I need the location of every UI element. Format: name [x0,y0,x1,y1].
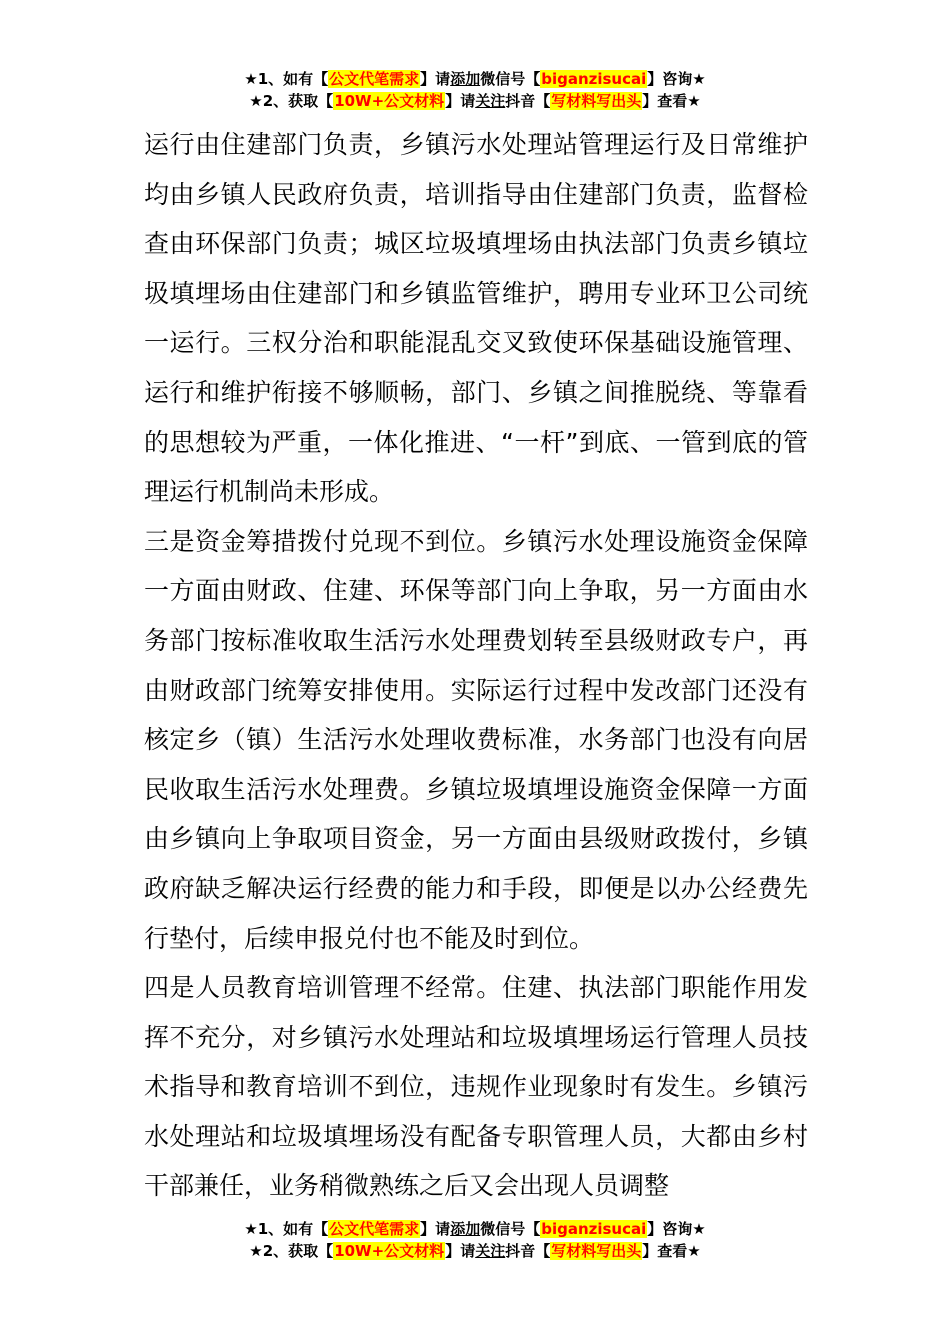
promo-text: 】请 [445,92,476,110]
promo-line-1 [0,68,950,90]
promo-text: 】请 [420,70,451,88]
highlight-text: 公文代笔需求 [329,1220,420,1238]
paragraph: 四是人员教育培训管理不经常。住建、执法部门职能作用发挥不充分，对乡镇污水处理站和垃圾填埋场运行管理人员技术指导和教育培训不到位，违规作业现象时有发生。乡镇污水处理站和垃圾填埋场没有配备专职管理人员，大都由乡村干部兼任，业务稍微熟练之后又会出现人员调整 [144,973,808,1201]
promo-text: 】请 [445,1242,476,1260]
highlight-text: 10W+公文材料 [334,92,445,110]
highlight-text: 公文代笔需求 [329,70,420,88]
promo-text: 】咨询★ [647,1220,706,1238]
promo-text: 微信号【 [480,70,541,88]
promo-text: ★2、获取【 [249,92,334,110]
highlight-text: 10W+公文材料 [334,1242,445,1260]
paragraph: 运行由住建部门负责，乡镇污水处理站管理运行及日常维护均由乡镇人民政府负责，培训指导由住建部门负责，监督检查由环保部门负责；城区垃圾填埋场由执法部门负责乡镇垃圾填埋场由住建部门和乡镇监管维护，聘用专业环卫公司统一运行。三权分治和职能混乱交叉致使环保基础设施管理、运行和维护衔接不够顺畅，部门、乡镇之间推脱绕、等靠看的思想较为严重，一体化推进、“一杆”到底、一管到底的管理运行机制尚未形成。 [144,130,808,507]
promo-text: 】咨询★ [647,70,706,88]
paragraph: 三是资金筹措拨付兑现不到位。乡镇污水处理设施资金保障一方面由财政、住建、环保等部门向上争取，另一方面由水务部门按标准收取生活污水处理费划转至县级财政专户，再由财政部门统筹安排使用。实际运行过程中发改部门还没有核定乡（镇）生活污水处理收费标准，水务部门也没有向居民收取生活污水处理费。乡镇垃圾填埋设施资金保障一方面由乡镇向上争取项目资金，另一方面由县级财政拨付，乡镇政府缺乏解决运行经费的能力和手段，即便是以办公经费先行垫付，后续申报兑付也不能及时到位。 [144,526,808,953]
underlined-text: 添加 [450,70,481,88]
document-body [144,120,808,1211]
promo-text: 】查看★ [642,1242,701,1260]
promo-banner-bottom [0,1218,950,1262]
promo-text: ★2、获取【 [249,1242,334,1260]
douyin-account: 写材料写出头 [551,1242,642,1260]
promo-text: 微信号【 [480,1220,541,1238]
wechat-id: biganzisucai [541,1220,647,1238]
underlined-text: 关注 [475,1242,506,1260]
promo-text: ★1、如有【 [244,70,329,88]
promo-text: 抖音【 [505,92,551,110]
underlined-text: 添加 [450,1220,481,1238]
douyin-account: 写材料写出头 [551,92,642,110]
promo-text: 】查看★ [642,92,701,110]
promo-text: 】请 [420,1220,451,1238]
promo-text: ★1、如有【 [244,1220,329,1238]
underlined-text: 关注 [475,92,506,110]
promo-banner-top [0,68,950,112]
promo-line-2 [0,1240,950,1262]
promo-text: 抖音【 [505,1242,551,1260]
promo-line-2 [0,90,950,112]
wechat-id: biganzisucai [541,70,647,88]
promo-line-1 [0,1218,950,1240]
